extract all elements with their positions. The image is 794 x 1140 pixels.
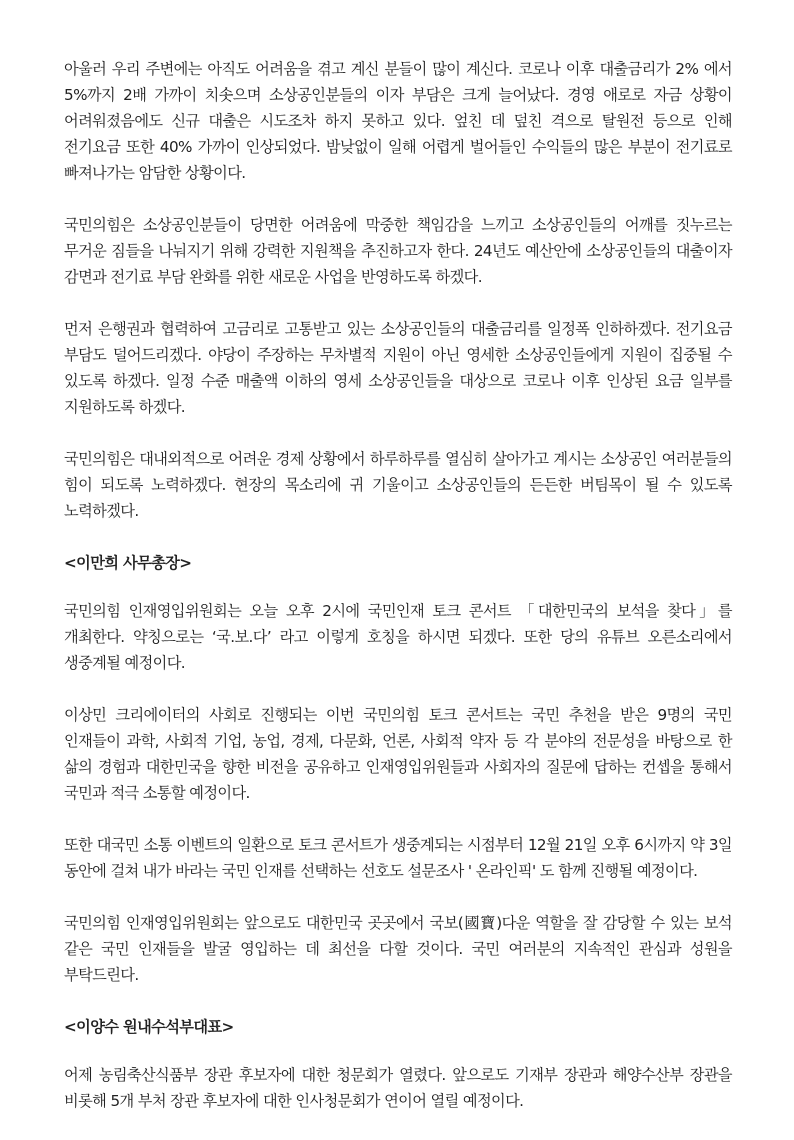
- paragraph-confirmation-hearing: 어제 농림축산식품부 장관 후보자에 대한 청문회가 열렸다. 앞으로도 기재부 장관과 해양수산부 장관을 비롯해 5개 부처 장관 후보자에 대한 인사청문회가 연이어 열릴 예정이다.: [64, 1066, 732, 1110]
- paragraph-concert-details: 이상민 크리에이터의 사회로 진행되는 이번 국민의힘 토크 콘서트는 국민 추천을 받은 9명의 국민 인재들이 과학, 사회적 기업, 농업, 경제, 다문화, 언론, 사회적 약자 등 각 분야의 전문성을 바탕으로 한 삶의 경험과 대한민국을 향한 비전을 공유하고 인재영입위원들과 사회자의 질문에 답하는 컨셉을 통해서 국민과 적극 소통할 예정이다.: [64, 706, 732, 802]
- section-heading-secretary-general: <이만희 사무총장>: [64, 554, 192, 572]
- paragraph-talk-concert: 국민의힘 인재영입위원회는 오늘 오후 2시에 국민인재 토크 콘서트 「대한민국의 보석을 찾다」를 개최한다. 약칭으로는 ‘국.보.다’ 라고 이렇게 호칭을 하시면 되겠다. 또한 당의 유튜브 오른소리에서 생중계될 예정이다.: [64, 602, 732, 672]
- document-page: [64, 56, 732, 1140]
- section-heading-floor-deputy: <이양수 원내수석부대표>: [64, 1018, 234, 1036]
- paragraph-talent-recruitment: 국민의힘 인재영입위원회는 앞으로도 대한민국 곳곳에서 국보(國寶)다운 역할을 잘 감당할 수 있는 보석 같은 국민 인재들을 발굴 영입하는 데 최선을 다할 것이다. 국민 여러분의 지속적인 관심과 성원을 부탁드린다.: [64, 914, 732, 984]
- paragraph-loan-rate-relief: 먼저 은행권과 협력하여 고금리로 고통받고 있는 소상공인들의 대출금리를 일정폭 인하하겠다. 전기요금 부담도 덜어드리겠다. 야당이 주장하는 무차별적 지원이 아닌 영세한 소상공인들에게 지원이 집중될 수 있도록 하겠다. 일정 수준 매출액 이하의 영세 소상공인들을 대상으로 코로나 이후 인상된 요금 일부를 지원하도록 하겠다.: [64, 320, 732, 416]
- paragraph-online-pick: 또한 대국민 소통 이벤트의 일환으로 토크 콘서트가 생중계되는 시점부터 12월 21일 오후 6시까지 약 3일 동안에 걸쳐 내가 바라는 국민 인재를 선택하는 선호도 설문조사 ' 온라인픽' 도 함께 진행될 예정이다.: [64, 836, 732, 880]
- paragraph-small-business-burden: 아울러 우리 주변에는 아직도 어려움을 겪고 계신 분들이 많이 계신다. 코로나 이후 대출금리가 2% 에서 5%까지 2배 가까이 치솟으며 소상공인분들의 이자 부담은 크게 늘어났다. 경영 애로로 자금 상황이 어려워졌음에도 신규 대출은 시도조차 하지 못하고 있다. 엎친 데 덮친 격으로 탈원전 등으로 인해 전기요금 또한 40% 가까이 인상되었다. 밤낮없이 일해 어렵게 벌어들인 수익들의 많은 부분이 전기료로 빠져나가는 암담한 상황이다.: [64, 60, 732, 182]
- paragraph-support-policy: 국민의힘은 소상공인분들이 당면한 어려움에 막중한 책임감을 느끼고 소상공인들의 어깨를 짓누르는 무거운 짐들을 나눠지기 위해 강력한 지원책을 추진하고자 한다. 24년도 예산안에 소상공인들의 대출이자 감면과 전기료 부담 완화를 위한 새로운 사업을 반영하도록 하겠다.: [64, 216, 732, 286]
- paragraph-party-commitment: 국민의힘은 대내외적으로 어려운 경제 상황에서 하루하루를 열심히 살아가고 계시는 소상공인 여러분들의 힘이 되도록 노력하겠다. 현장의 목소리에 귀 기울이고 소상공인들의 든든한 버팀목이 될 수 있도록 노력하겠다.: [64, 450, 732, 520]
